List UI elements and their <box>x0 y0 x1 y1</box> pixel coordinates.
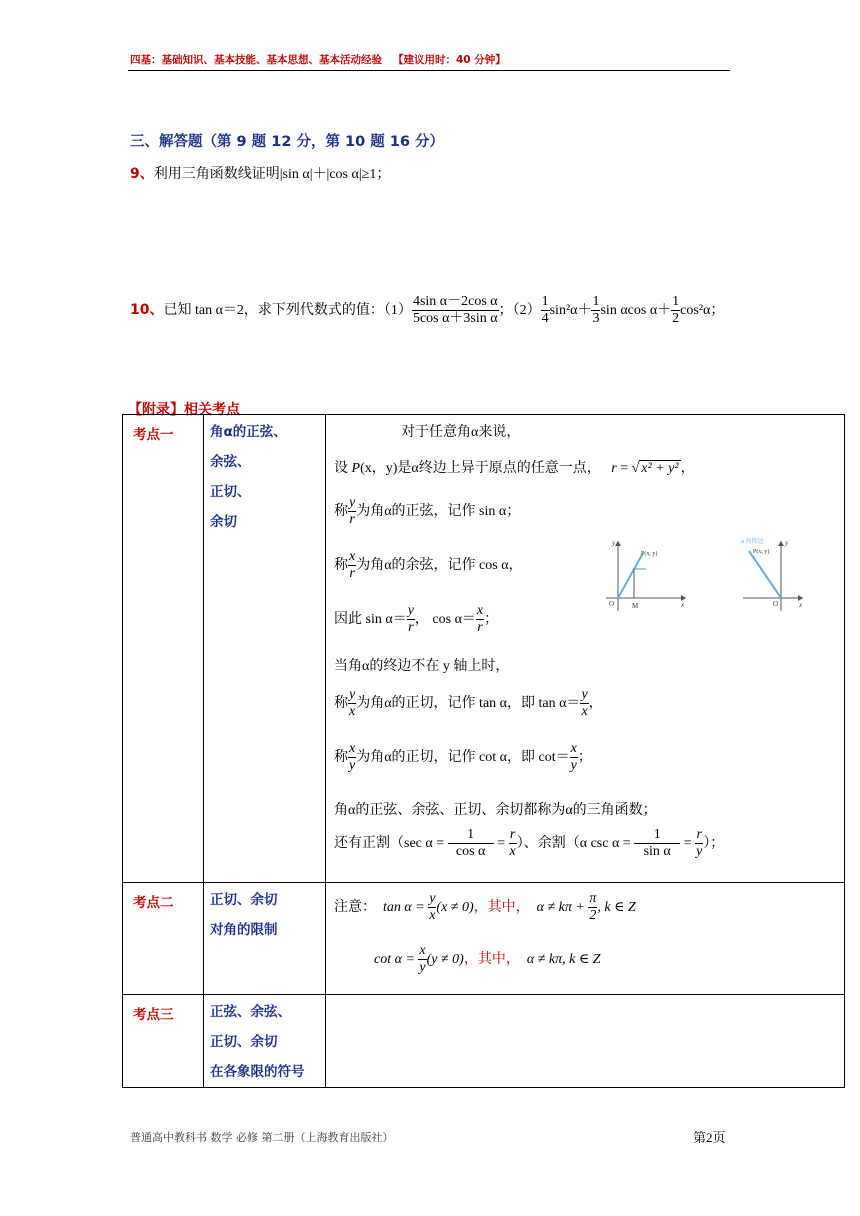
question-9 <box>130 163 390 183</box>
question-text: 利用三角函数线证明|sin α|＋|cos α|≥1； <box>153 167 391 182</box>
fraction: $\frac{1}{4}$ <box>541 294 549 327</box>
topics-table <box>122 414 845 1088</box>
page-header: 四基：基础知识、基本技能、基本思想、基本活动经验 【建议用时：40 分钟】 <box>130 54 506 66</box>
fraction-part1: $\frac{\text{4sin α－2cos α}}{\text{5cos α＋3sin α}}$ <box>412 294 498 327</box>
svg-text:P(x, y): P(x, y) <box>753 549 770 555</box>
row-content <box>326 883 845 995</box>
svg-text:O: O <box>773 600 779 608</box>
unit-angle-figure-1 <box>596 533 696 613</box>
row-content <box>326 995 845 1088</box>
svg-text:M: M <box>632 602 639 610</box>
svg-text:O: O <box>609 600 615 608</box>
question-number: 10、 <box>130 301 164 318</box>
section-title: 三、解答题（第 9 题 12 分，第 10 题 16 分） <box>130 134 445 150</box>
svg-text:P(x, y): P(x, y) <box>641 551 658 557</box>
header-time: 【建议用时：40 分钟】 <box>392 54 506 66</box>
row-topic: 正切、余切 对角的限制 <box>204 883 326 995</box>
fraction: $\frac{1}{3}$ <box>592 294 600 327</box>
svg-text:x: x <box>799 601 803 609</box>
question-number: 9、 <box>130 166 154 182</box>
page-number: 第2页 <box>693 1130 726 1145</box>
row-topic: 角α的正弦、 余弦、 正切、 余切 <box>204 415 326 883</box>
fraction: $\frac{1}{2}$ <box>672 294 680 327</box>
row-topic: 正弦、余弦、 正切、余切 在各象限的符号 <box>204 995 326 1088</box>
row-label: 考点三 <box>123 995 204 1088</box>
svg-text:α 的终边: α 的终边 <box>741 539 764 545</box>
row-label: 考点一 <box>123 415 204 883</box>
header-items: 基础知识、基本技能、基本思想、基本活动经验 <box>161 54 382 66</box>
sine-definition: 称 $\frac{y}{r}$ 为角α的正弦，记作 sin α； <box>334 495 521 528</box>
table-row <box>123 883 845 995</box>
unit-angle-figure-2 <box>741 533 811 613</box>
question-10: 10、已知 tan α＝2，求下列代数式的值：（1） $\frac{\text{4sin α－2cos α}}{\text{5cos α＋3sin α}}$ ；（2） $\frac{1}{4}$ sin²α＋ $\frac{1}{3}$ sin αcos α＋ $\frac{1}{2}$ cos²α； <box>130 294 725 327</box>
footer-text: 普通高中教科书 数学 必修 第二册（上海教育出版社） <box>130 1131 394 1144</box>
table-row <box>123 415 845 883</box>
cosine-definition: 称 $\frac{x}{r}$ 为角α的余弦，记作 cos α， <box>334 549 523 582</box>
sine-cosine-summary: 因此 sin α＝ $\frac{y}{r}$ ， cos α＝ $\frac{x}{r}$ ； <box>334 603 499 636</box>
table-row <box>123 995 845 1088</box>
svg-text:y: y <box>785 539 789 547</box>
header-rule <box>128 70 730 71</box>
tangent-definition: 称 $\frac{y}{x}$ 为角α的正切，记作 tan α，即 tan α＝ $\frac{y}{x}$ ， <box>334 687 603 720</box>
cotangent-definition: 称 $\frac{x}{y}$ 为角α的正切，记作 cot α，即 cot＝ $\frac{x}{y}$ ； <box>334 741 592 774</box>
row-content: 对于任意角α来说， 设 P(x，y)是α终边上异于原点的任意一点， r = √ x² + y² ， 称 $\frac{y}{r}$ 为角α的正弦，记作 sin α； 称 $\frac{x}{r}$ 为角α的余弦，记作 cos α， 因此 sin α＝ $\frac{y}{r}$ ， cos α＝ $\frac{x}{r}$ ； 当角α的终边不在 y 轴上时， 称 $\frac{y}{x}$ 为角α的正切，记作 tan α，即 tan α＝ $\frac{y}{x}$ ， 称 $\frac{x}{y}$ 为角α的正切，记作 cot α，即 cot＝ $\frac{x}{y}$ ； 角α的正弦、余弦、正切、余切都称为α的三角函数； 还有正割（sec α = $\frac{1}{\text{cos α}}$ = $\frac{r}{x}$ ）、余割（α csc α = $\frac{1}{\text{sin α}}$ = $\frac{r}{y}$ ）； y P(x, y) O M x y α 的终边 P(x, y) O x <box>326 415 845 883</box>
tangent-restriction: 注意： tan α = $\frac{y}{x}$ (x ≠ 0)，其中， α ≠ kπ + $\frac{\pi}{2}$ , k ∈ Z <box>334 891 636 924</box>
row-label: 考点二 <box>123 883 204 995</box>
svg-text:y: y <box>612 539 616 547</box>
appendix-title: 【附录】相关考点 <box>128 402 240 418</box>
definition-line: 设 P(x，y)是α终边上异于原点的任意一点， r = √ x² + y² ， <box>334 461 695 476</box>
secant-cosecant: 还有正割（sec α = $\frac{1}{\text{cos α}}$ = $\frac{r}{x}$ ）、余割（α csc α = $\frac{1}{\text{sin α}}$ = $\frac{r}{y}$ ）； <box>334 827 725 860</box>
cotangent-restriction: cot α = $\frac{x}{y}$ (y ≠ 0)，其中， α ≠ kπ, k ∈ Z <box>374 943 601 976</box>
svg-text:x: x <box>681 601 685 609</box>
header-tag: 四基 <box>130 54 151 66</box>
